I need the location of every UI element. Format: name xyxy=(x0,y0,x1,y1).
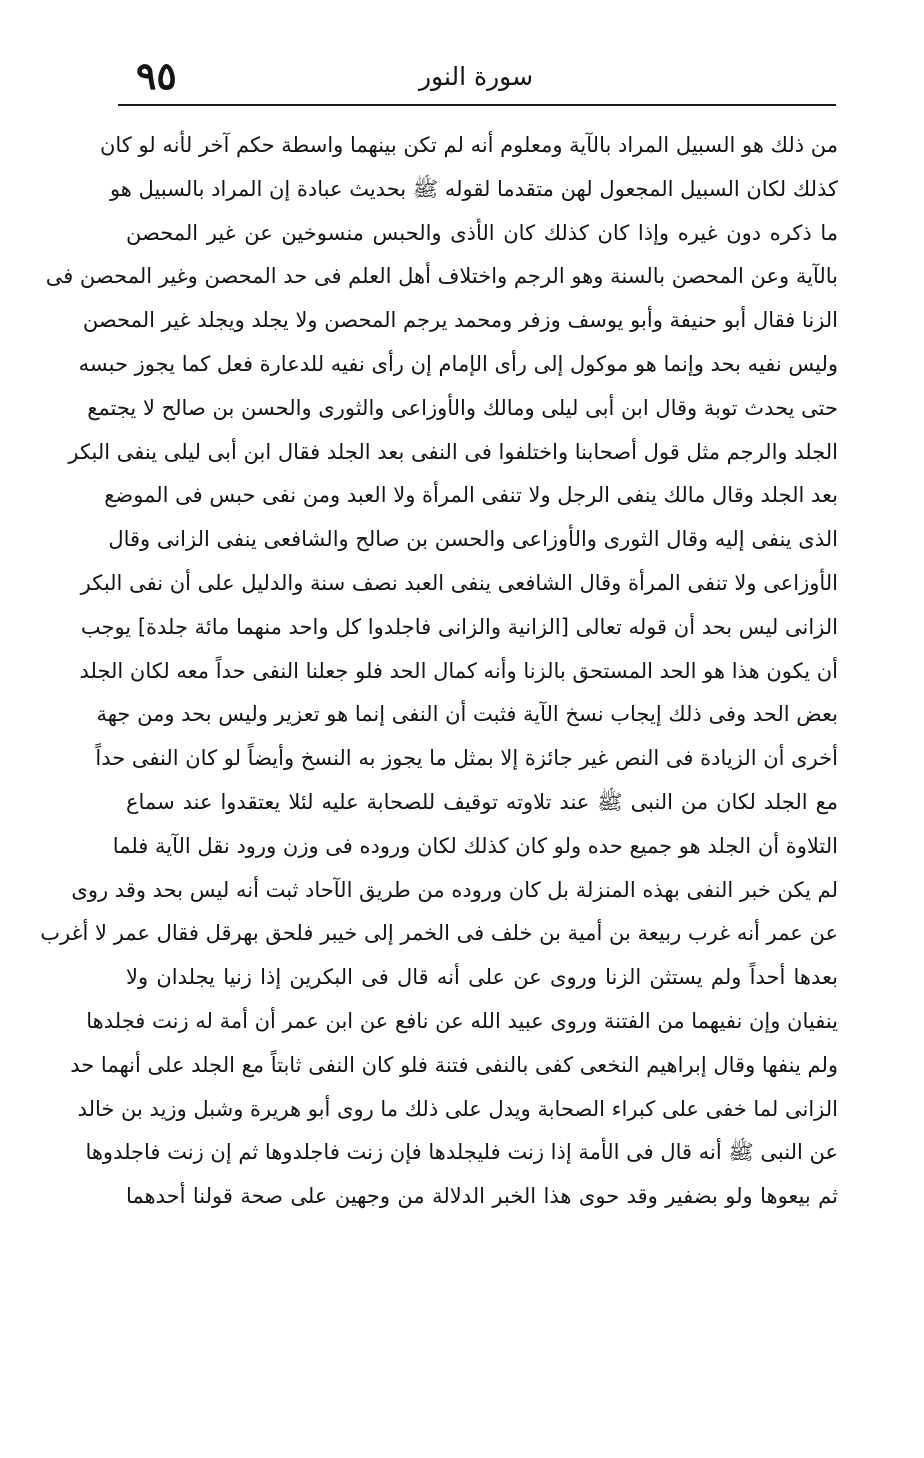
header-rule xyxy=(118,104,836,106)
text-line: بعض الحد وفى ذلك إيجاب نسخ الآية فثبت أن النفى إنما هو تعزير وليس بحد ومن جهة xyxy=(96,702,838,727)
text-line: الزنا فقال أبو حنيفة وأبو يوسف وزفر ومحمد يرجم المحصن ولا يجلد ويجلد غير المحصن xyxy=(82,308,838,333)
text-line: ينفيان وإن نفيهما من الفتنة وروى عبيد الله عن نافع عن ابن عمر أن أمة له زنت فجلدها xyxy=(86,1008,838,1033)
text-line: عن النبى ﷺ أنه قال فى الأمة إذا زنت فليجلدها فإن زنت فاجلدوها ثم إن زنت فاجلدوها xyxy=(85,1140,838,1165)
text-line: أخرى أن الزيادة فى النص غير جائزة إلا بمثل ما يجوز به النسخ وأيضاً لو كان النفى حداً xyxy=(95,746,838,771)
text-line: بعدها أحداً ولم يستثن الزنا وروى عن على أنه قال فى البكرين إذا زنيا يجلدان ولا xyxy=(126,965,838,990)
running-title: سورة النور xyxy=(418,62,534,91)
text-line: ولم ينفها وقال إبراهيم النخعى كفى بالنفى فتنة فلو كان النفى ثابتاً مع الجلد على أنهما حد xyxy=(70,1052,838,1077)
text-line: بعد الجلد وقال مالك ينفى الرجل ولا تنفى المرأة ولا العبد ومن نفى حبس فى الموضع xyxy=(104,483,838,508)
text-line: الأوزاعى ولا تنفى المرأة وقال الشافعى ينفى العبد نصف سنة والدليل على أن نفى البكر xyxy=(80,570,838,595)
text-line: عن عمر أنه غرب ربيعة بن أمية بن خلف فى الخمر إلى خيبر فلحق بهرقل فقال عمر لا أغرب xyxy=(40,921,838,946)
text-line: الزانى ليس بحد أن قوله تعالى [الزانية والزانى فاجلدوا كل واحد منهما مائة جلدة] يوجب xyxy=(80,614,838,639)
text-line: التلاوة أن الجلد هو جميع حده ولو كان كذلك لكان وروده فى وزن ورود نقل الآية فلما xyxy=(112,833,838,858)
text-line: ثم بيعوها ولو بضفير وقد حوى هذا الخبر الدلالة من وجهين على صحة قولنا أحدهما xyxy=(126,1184,838,1209)
text-line: بالآية وعن المحصن بالسنة وهو الرجم واختلاف أهل العلم فى حد المحصن وغير المحصن فى xyxy=(45,264,838,289)
text-line: الذى ينفى إليه وقال الثورى والأوزاعى والحسن بن صالح والشافعى ينفى الزانى وقال xyxy=(108,527,838,552)
text-line: من ذلك هو السبيل المراد بالآية ومعلوم أنه لم تكن بينهما واسطة حكم آخر لأنه لو كان xyxy=(99,133,838,157)
text-line: لم يكن خبر النفى بهذه المنزلة بل كان وروده من طريق الآحاد ثبت أنه ليس بحد وقد روى xyxy=(71,877,838,902)
text-line: الجلد والرجم مثل قول أصحابنا واختلفوا فى النفى بعد الجلد فقال ابن أبى ليلى ينفى البكر xyxy=(68,439,838,464)
text-line: حتى يحدث توبة وقال ابن أبى ليلى ومالك والأوزاعى والثورى والحسن بن صالح لا يجتمع xyxy=(87,395,838,420)
page-header xyxy=(118,52,834,100)
text-line: الزانى لما خفى على كبراء الصحابة ويدل على ذلك ما روى أبو هريرة وشبل وزيد بن خالد xyxy=(77,1096,838,1121)
text-line: كذلك لكان السبيل المجعول لهن متقدما لقوله ﷺ بحديث عبادة إن المراد بالسبيل هو xyxy=(109,176,838,201)
text-line: ما ذكره دون غيره وإذا كان كذلك كان الأذى والحبس منسوخين عن غير المحصن xyxy=(126,220,838,245)
text-line: مع الجلد لكان من النبى ﷺ عند تلاوته توقيف للصحابة عليه لئلا يعتقدوا عند سماع xyxy=(126,789,838,814)
text-line: أن يكون هذا هو الحد المستحق بالزنا وأنه كمال الحد فلو جعلنا النفى حداً معه لكان الجلد xyxy=(79,658,838,683)
page-number: ٩٥ xyxy=(136,53,177,98)
body-text xyxy=(40,124,838,1219)
text-line: وليس نفيه بحد وإنما هو موكول إلى رأى الإمام إن رأى نفيه للدعارة فعل كما يجوز حبسه xyxy=(78,351,838,376)
